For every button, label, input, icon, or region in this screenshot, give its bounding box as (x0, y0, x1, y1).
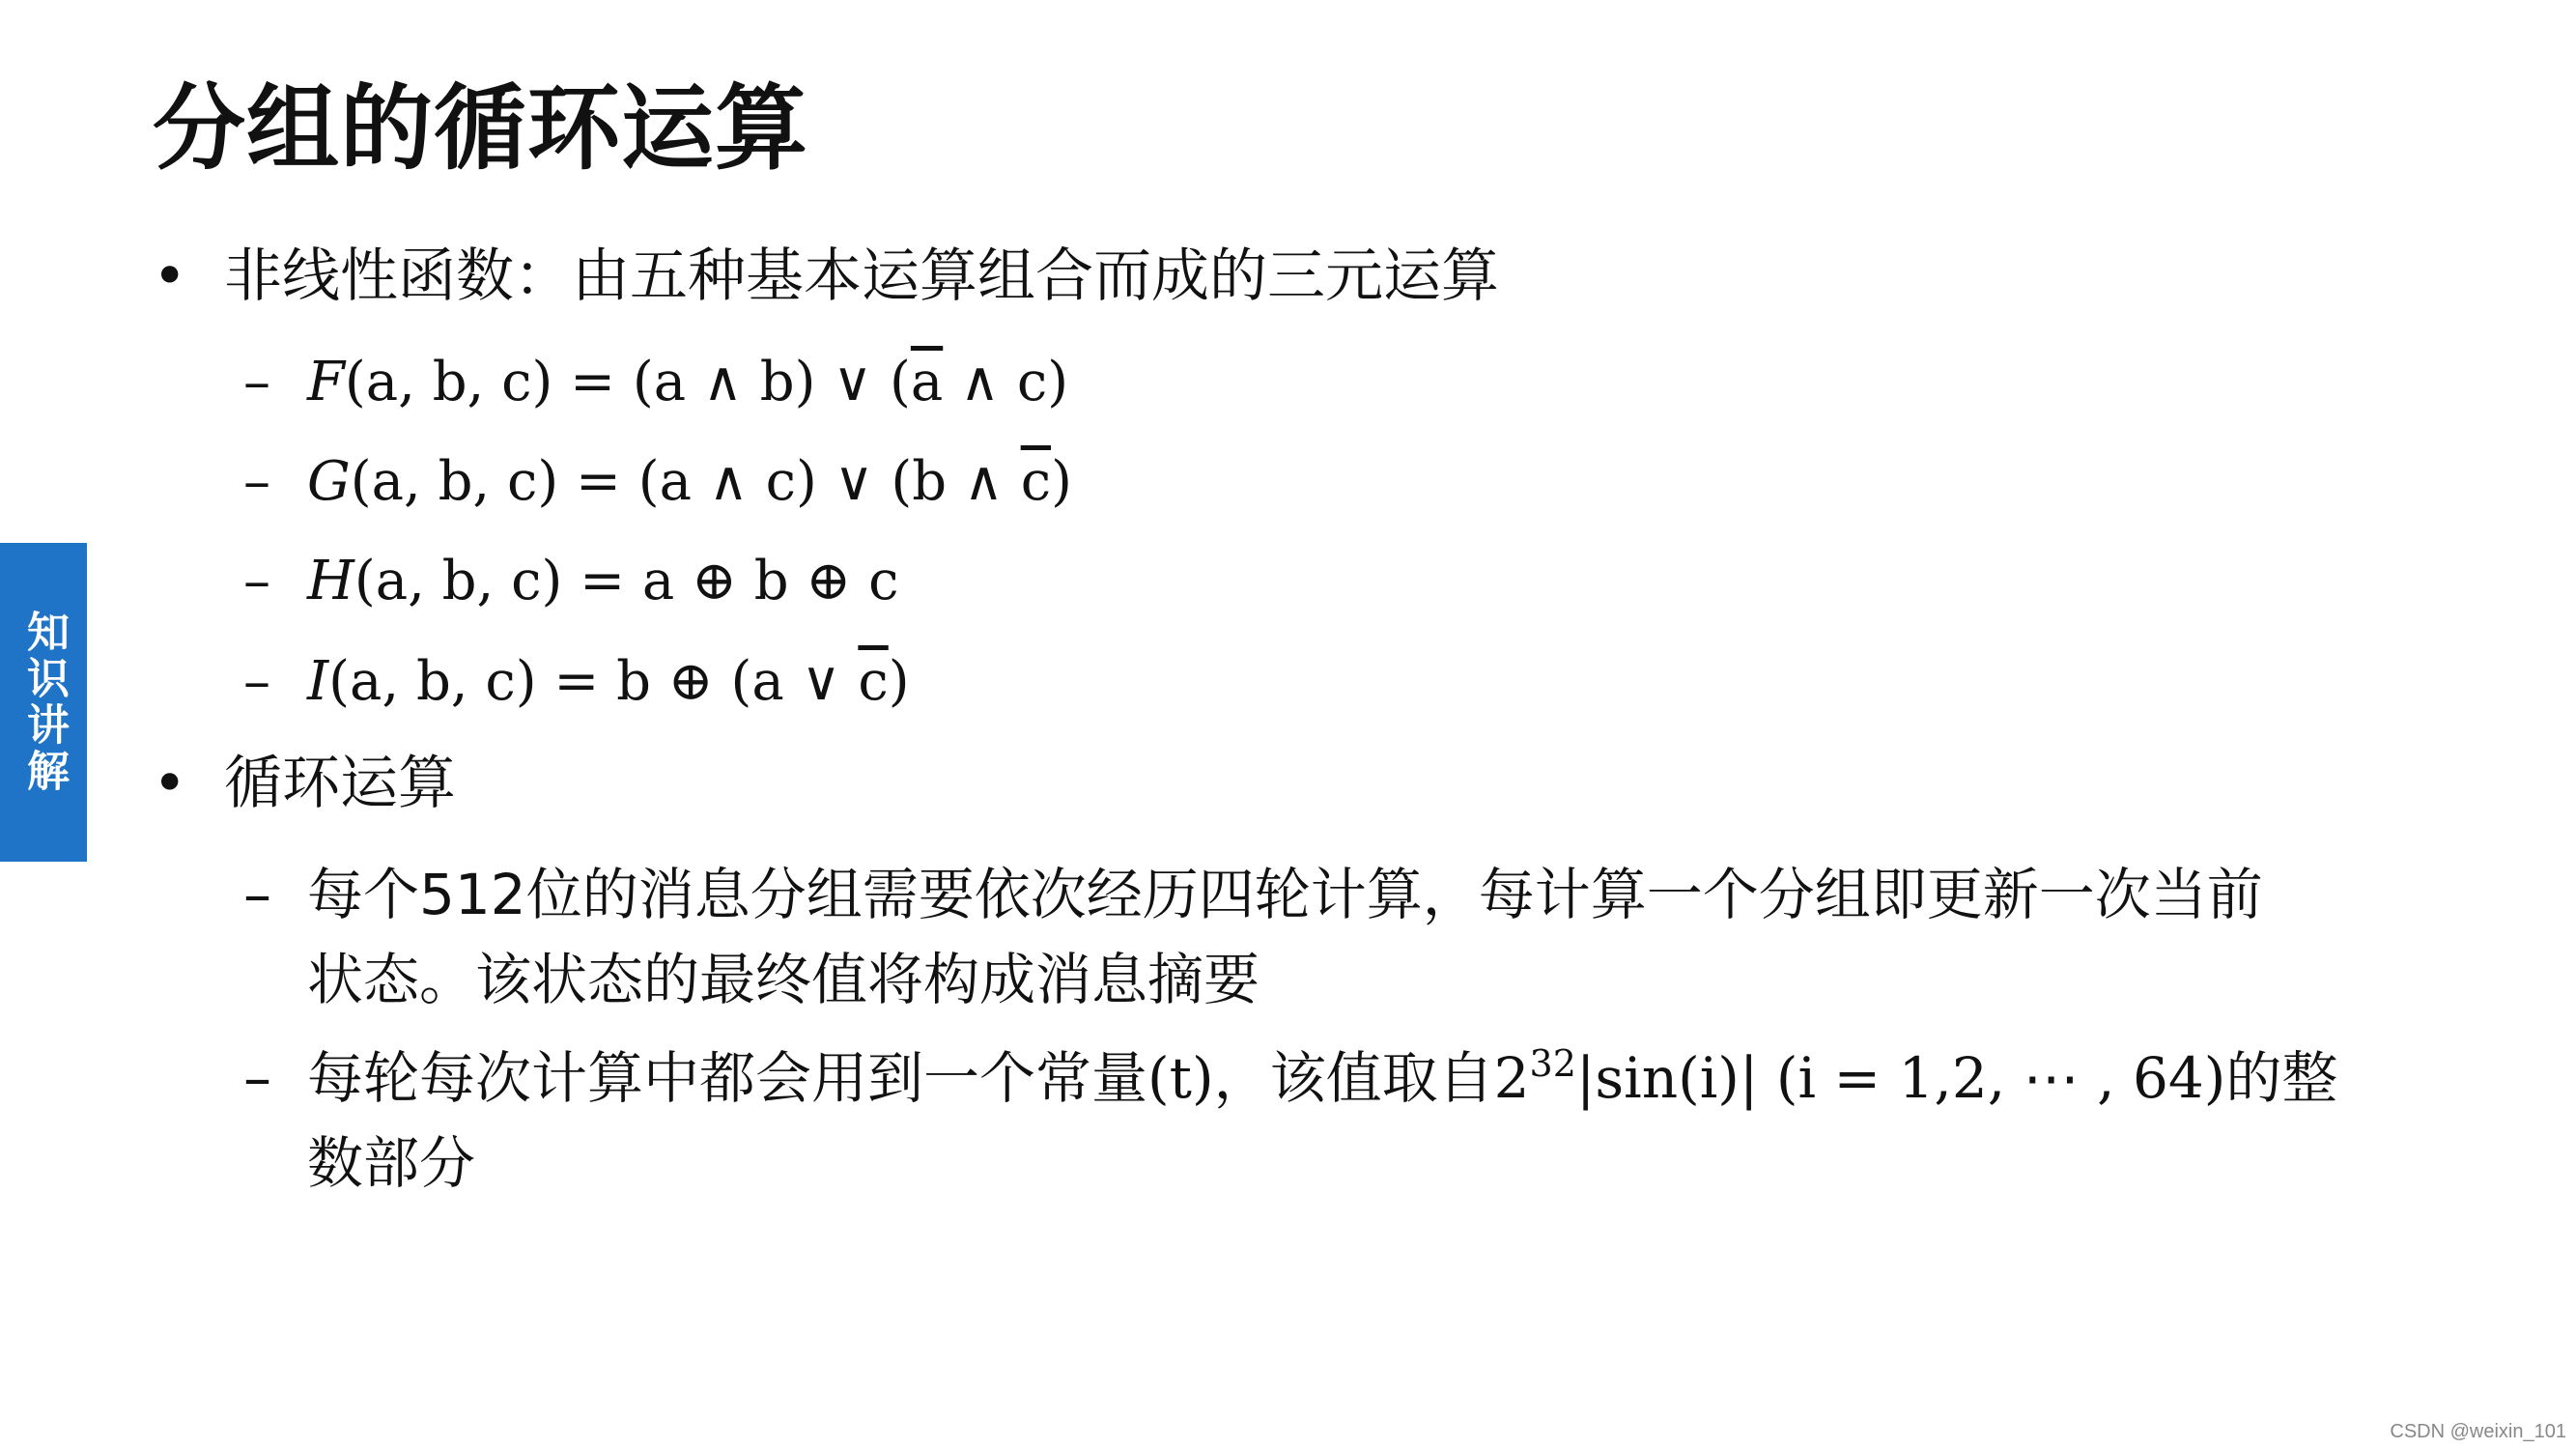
paragraph-line: 数部分 (307, 1130, 476, 1196)
slide-title: 分组的循环运算 (153, 74, 808, 183)
sub-marker: – (243, 650, 270, 713)
sub-marker: – (243, 450, 270, 513)
paragraph-line: 状态。该状态的最终值将构成消息摘要 (307, 947, 1260, 1012)
watermark: CSDN @weixin_101 (2390, 1421, 2566, 1442)
formula-text: I(a, b, c) = b ⊕ (a ∨ $\overline{c}$) (307, 650, 910, 713)
power-base: 2 (1493, 1045, 1530, 1111)
power-exponent: 32 (1529, 1042, 1576, 1085)
sub-marker: – (243, 1045, 271, 1111)
side-tab (0, 543, 87, 862)
sub-marker: – (243, 351, 270, 413)
formula-text: F(a, b, c) = (a ∧ b) ∨ ($\overline{a}$ ∧ c) (307, 351, 1069, 413)
constant-t: (t) (1147, 1045, 1214, 1111)
paragraph-constant (243, 1036, 2384, 1206)
paragraph-line: 每个512位的消息分组需要依次经历四轮计算，每计算一个分组即更新一次当前 (307, 862, 2263, 927)
formula-text: H(a, b, c) = a ⊕ b ⊕ c (307, 550, 899, 612)
sub-marker: – (243, 550, 270, 612)
bullet-text: 非线性函数：由五种基本运算组合而成的三元运算 (224, 242, 1499, 310)
bullet-text: 循环运算 (224, 750, 456, 817)
sub-marker: – (243, 862, 271, 927)
sine-expression: |sin(i)| (i = 1,2, ⋯ , 64) (1575, 1045, 2226, 1111)
side-tab-label: 知识讲解 (19, 610, 69, 795)
formula-text: G(a, b, c) = (a ∧ c) ∨ (b ∧ $\overline{c}$) (307, 450, 1072, 513)
paragraph-rounds (243, 852, 2384, 1022)
bullet-marker: • (153, 750, 187, 817)
bullet-marker: • (153, 242, 187, 310)
paragraph-line: 每轮每次计算中都会用到一个常量(t)，该值取自$2^{32}|\sin(i)|$ (i = 1,2, ⋯ , 64)的整 (307, 1042, 2338, 1111)
